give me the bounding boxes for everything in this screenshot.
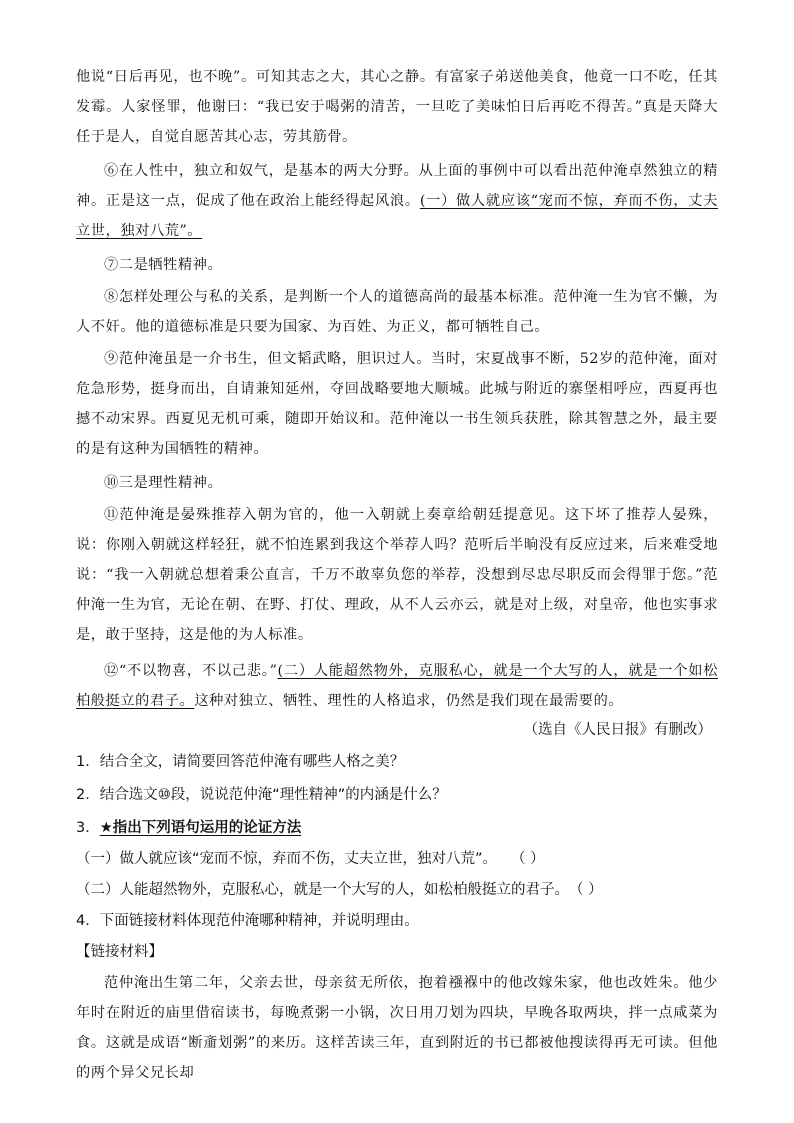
paragraph-6 [76,156,718,246]
link-material-heading: 【链接材料】 [76,944,163,960]
link-material-text: 范仲淹出生第二年，父亲去世，母亲贫无所依，抱着襁褓中的他改嫁朱家，他也改姓朱。他少年时在附近的庙里借宿读书，每晚煮粥一小锅，次日用刀划为四块，早晚各取两块，拌一点咸菜为食。这就是成语“断齑划粥”的来历。这样苦读三年，直到附近的书已都被他搜读得再无可读。但他的两个异父兄长却 [76,975,718,1081]
question-3-item-1-text: （一）做人就应该“宠而不惊，弃而不伤，丈夫立世，独对八荒”。 [76,851,498,867]
question-3-number: 3． [76,820,100,836]
question-3-item-2 [76,880,736,900]
question-1: 1．结合全文，请简要回答范仲淹有哪些人格之美？ [76,754,405,770]
question-4: 4．下面链接材料体现范仲淹哪种精神，并说明理由。 [76,913,419,929]
source-citation: （选自《人民日报》有删改） [523,722,712,738]
answer-blank-1[interactable]: （ ） [511,851,545,867]
paragraph-6-text: ⑥在人性中，独立和奴气，是基本的两大分野。从上面的事例中可以看出范仲淹卓然独立的精神。正是这一点，促成了他在政治上能经得起风浪。 [76,163,718,209]
paragraph-8: ⑧怎样处理公与私的关系，是判断一个人的道德高尚的最基本标准。范仲淹一生为官不懒，为人不奸。他的道德标准是只要为国家、为百姓、为正义，都可牺牲自己。 [76,289,718,335]
paragraph-11: ⑪范仲淹是晏殊推荐入朝为官的，他一入朝就上奏章给朝廷提意见。这下坏了推荐人晏殊，说：你刚入朝就这样轻狂，就不怕连累到我这个举荐人吗？范听后半晌没有反应过来，后来难受地说：“我一入朝就总想着秉公直言，千万不敢辜负您的举荐，没想到尽忠尽职反而会得罪于您。”范仲淹一生为官，无论在朝、在野、打仗、理政，从不人云亦云，就是对上级，对皇帝，他也实事求是，敢于坚持，这是他的为人标准。 [76,507,718,643]
paragraph-6-underlined-sentence: (一）做人就应该“宠而不惊，弃而不伤，丈夫立世，独对八荒”。 [76,193,718,239]
paragraph-5-end: 他说“日后再见，也不晚”。可知其志之大，其心之静。有富家子弟送他美食，他竟一口不吃，任其发霉。人家怪罪，他谢曰：“我已安于喝粥的清苦，一旦吃了美味怕日后再吃不得苦。”真是天降大任于是人，自觉自愿苦其心志，劳其筋骨。 [76,69,718,145]
question-3 [76,818,736,838]
paragraph-7: ⑦二是牺牲精神。 [104,257,223,273]
paragraph-12 [76,656,718,716]
question-3-title: ★指出下列语句运用的论证方法 [99,820,302,836]
paragraph-10: ⑩三是理性精神。 [104,475,223,491]
paragraph-12-quote: ⑫“不以物喜，不以己悲。” [104,663,278,679]
question-3-item-1 [76,849,736,869]
paragraph-9: ⑨范仲淹虽是一介书生，但文韬武略，胆识过人。当时，宋夏战事不断，52岁的范仲淹，面对危急形势，挺身而出，自请兼知延州，夺回战略要地大顺城。此城与附近的寨堡相呼应，西夏再也撼不动宋界。西夏见无机可乘，随即开始议和。范仲淹以一书生领兵获胜，除其智慧之外，最主要的是有这种为国牺牲的精神。 [76,351,718,457]
question-3-item-2-text: （二）人能超然物外，克服私心，就是一个大写的人，如松柏般挺立的君子。 [76,882,569,898]
paragraph-12-conclusion: 这种对独立、牺牲、理性的人格追求，仍然是我们现在最需要的。 [194,693,624,709]
paragraph-12-underlined-sentence: (二）人能超然物外，克服私心，就是一个大写的人，就是一个如松柏般挺立的君子。 [76,663,718,709]
question-2: 2．结合选文⑩段，说说范仲淹“理性精神”的内涵是什么？ [76,787,447,803]
answer-blank-2[interactable]: （ ） [569,882,603,898]
